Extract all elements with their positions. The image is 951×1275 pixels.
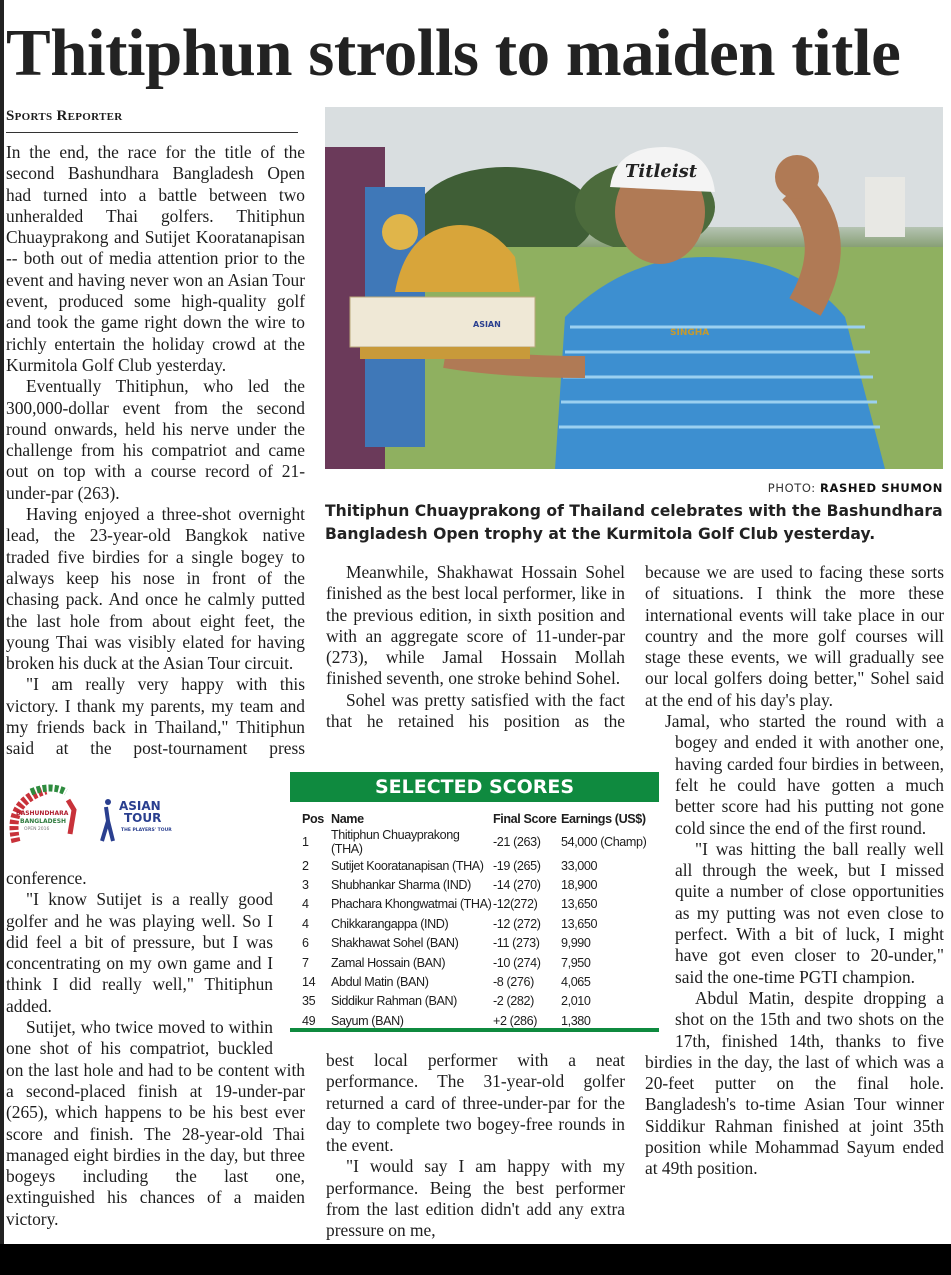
svg-text:BASHUNDHARA: BASHUNDHARA [16,810,69,817]
cell-name: Abdul Matin (BAN) [331,975,429,990]
table-row [302,934,646,953]
cell-name: Thitiphun Chuayprakong (THA) [331,828,460,856]
article-paragraph: best local performer with a neat performance. The 31-year-old golfer returned a card of three-under-par for the day to complete two bogey-free rounds in the event. [326,1050,625,1156]
cell-name: Sayum (BAN) [331,1013,404,1028]
article-paragraph: Meanwhile, Shakhawat Hossain Sohel finished as the best local performer, like in the previous edition, in sixth position and with an aggregate score of 11-under-par (273), while Jamal Hossain Mollah finished seventh, one stroke behind Sohel. [326,562,625,689]
article-paragraph: Jamal, who started the round with a bogey and ended it with another one, having carded four birdies in between, felt he could have gotten a much better score had his putting not gone cold since the end of the first round. [665,711,944,838]
cell-pos: 3 [302,878,309,893]
article-paragraph: "I would say I am happy with my performance. Being the best performer from the last edition didn't add any extra pressure on me, [326,1156,625,1241]
article-paragraph: Having enjoyed a three-shot overnight lead, the 23-year-old Bangkok native traded five birdies for a single bogey to always keep his nose in front of the chasing pack. And once he calmly putted the last hole from about eight feet, the young Thai was visibly elated for having broken his duck at the Asian Tour circuit. [6,504,305,674]
cell-earnings: 7,950 [561,955,591,970]
cell-earnings: 18,900 [561,878,598,893]
cell-final-score: -12(272) [493,897,538,912]
cell-pos: 4 [302,916,309,931]
table-row [302,914,646,933]
header-earnings: Earnings (US$) [561,811,646,826]
cell-final-score: -8 (276) [493,975,534,990]
svg-text:ASIAN: ASIAN [473,320,501,329]
cell-name: Zamal Hossain (BAN) [331,955,446,970]
cell-name: Sutijet Kooratanapisan (THA) [331,858,484,873]
cell-name: Phachara Khongwatmai (THA) [331,897,492,912]
cell-earnings: 1,380 [561,1013,591,1028]
article-paragraph: because we are used to facing these sorts of situations. I think the more these international events will take place in our country and the more golf courses will stage these events, we will gradually see our local golfers doing better," Sohel said at the end of his day's play. [645,562,944,710]
svg-text:OPEN 2016: OPEN 2016 [24,827,50,832]
table-header [302,809,646,828]
cell-earnings: 9,990 [561,936,591,951]
bottom-bar [0,1244,951,1275]
cell-final-score: +2 (286) [493,1013,538,1028]
headline: Thitiphun strolls to maiden title [6,16,901,90]
table-row [302,972,646,991]
page-edge [0,0,4,1275]
cell-name: Shakhawat Sohel (BAN) [331,936,459,951]
svg-text:ASIAN: ASIAN [119,799,161,813]
trophy-photo [325,107,943,469]
cell-earnings: 2,010 [561,994,591,1009]
cell-earnings: 4,065 [561,975,591,990]
table-row [302,992,646,1011]
svg-text:THE PLAYERS' TOUR: THE PLAYERS' TOUR [121,828,172,833]
middle-column-top [326,562,625,732]
table-row [302,953,646,972]
cell-earnings: 13,650 [561,897,598,912]
byline: Sports Reporter [6,108,123,124]
middle-column-bottom [326,1050,625,1242]
cell-pos: 14 [302,975,316,990]
scores-title: SELECTED SCORES [290,772,659,802]
svg-text:SINGHA: SINGHA [670,328,710,338]
cell-pos: 6 [302,936,309,951]
golfer-with-trophy-image [325,107,943,469]
article-paragraph: Sutijet, who twice moved to within one shot of his compatriot, buckled on the last hole and had to be content with a second-placed finish at 19-under-par (265), which happens to be his best ever score and finish. The 28-year-old Thai managed eight birdies in the day, but three bogeys including the last one, extinguished his chances of a maiden victory. [6,1017,305,1229]
table-row [302,828,646,856]
article-paragraph: In the end, the race for the title of the second Bashundhara Bangladesh Open had turned into a battle between two unheralded Thai golfers. Thitiphun Chuayprakong and Sutijet Kooratanapisan -- both out of media attention prior to the event and having never won an Asian Tour event, produced some high-quality golf and took the game right down the wire to richly entertain the holiday crowd at the Kurmitola Golf Club yesterday. [6,142,305,375]
right-column [645,562,944,1180]
table-row [302,1011,646,1030]
article-paragraph: "I was hitting the ball really well all through the week, but I missed quite a number of close opportunities as my putting was not even close to perfect. With a bit of luck, I might have got even closer to 20-under," said the one-time PGTI champion. [675,838,944,987]
table-row [302,875,646,894]
article-paragraph: Abdul Matin, despite dropping a shot on the 15th and two shots on the 17th, finished 14th, thanks to five birdies in the day, the last of which was a 20-feet putter on the final hole. Bangladesh's to-time Asian Tour winner Siddikur Rahman finished at joint 35th position while Mohammad Sayum ended at 49th position. [645,987,944,1179]
cell-pos: 1 [302,835,309,849]
cell-pos: 2 [302,858,309,873]
credit-name: RASHED SHUMON [820,481,943,495]
article-paragraph: Sohel was pretty satisfied with the fact that he retained his position as the [326,689,625,732]
left-column [6,142,305,1230]
cell-earnings: 13,650 [561,916,598,931]
table-row [302,895,646,914]
cell-final-score: -2 (282) [493,994,534,1009]
cell-earnings: 33,000 [561,858,598,873]
article-paragraph: "I know Sutijet is a really good golfer and he was playing well. So I did feel a bit of pressure, but I was concentrating on my own game and I think I did really well," Thitiphun added. [6,889,273,1016]
photo-credit [768,481,943,495]
cell-pos: 49 [302,1013,316,1028]
cell-pos: 4 [302,897,309,912]
divider [6,132,298,133]
cell-final-score: -10 (274) [493,955,541,970]
article-paragraph: Eventually Thitiphun, who led the 300,000-dollar event from the second round onwards, held his nerve under the challenge from his compatriot and came out on top with a course record of 21-under-par (263). [6,376,305,503]
header-name: Name [331,811,364,826]
photo-caption: Thitiphun Chuayprakong of Thailand celebrates with the Bashundhara Bangladesh Open trophy at the Kurmitola Golf Club yesterday. [325,502,943,543]
cell-earnings: 54,000 (Champ) [561,835,647,849]
cell-final-score: -19 (265) [493,858,541,873]
credit-label: PHOTO: [767,481,816,495]
cell-final-score: -11 (273) [493,936,540,951]
cell-name: Chikkarangappa (IND) [331,916,449,931]
cell-final-score: -12 (272) [493,916,541,931]
selected-scores-table [290,772,659,1032]
svg-text:BANGLADESH: BANGLADESH [20,818,67,825]
cell-final-score: -14 (270) [493,878,541,893]
sponsor-logos [6,782,194,868]
cell-final-score: -21 (263) [493,835,541,849]
cell-pos: 7 [302,955,309,970]
header-final-score: Final Score [493,811,557,826]
cell-pos: 35 [302,994,316,1009]
svg-text:TOUR: TOUR [124,811,162,825]
header-pos: Pos [302,811,324,826]
cell-name: Shubhankar Sharma (IND) [331,878,471,893]
svg-text:Titleist: Titleist [625,161,698,182]
bangladesh-open-logo [6,782,194,852]
article-paragraph: "I am really very happy with this victory. I thank my parents, my team and my friends back in Thailand," Thitiphun said at the post-tournament press conference. [6,674,305,888]
cell-name: Siddikur Rahman (BAN) [331,994,457,1009]
table-row [302,856,646,875]
